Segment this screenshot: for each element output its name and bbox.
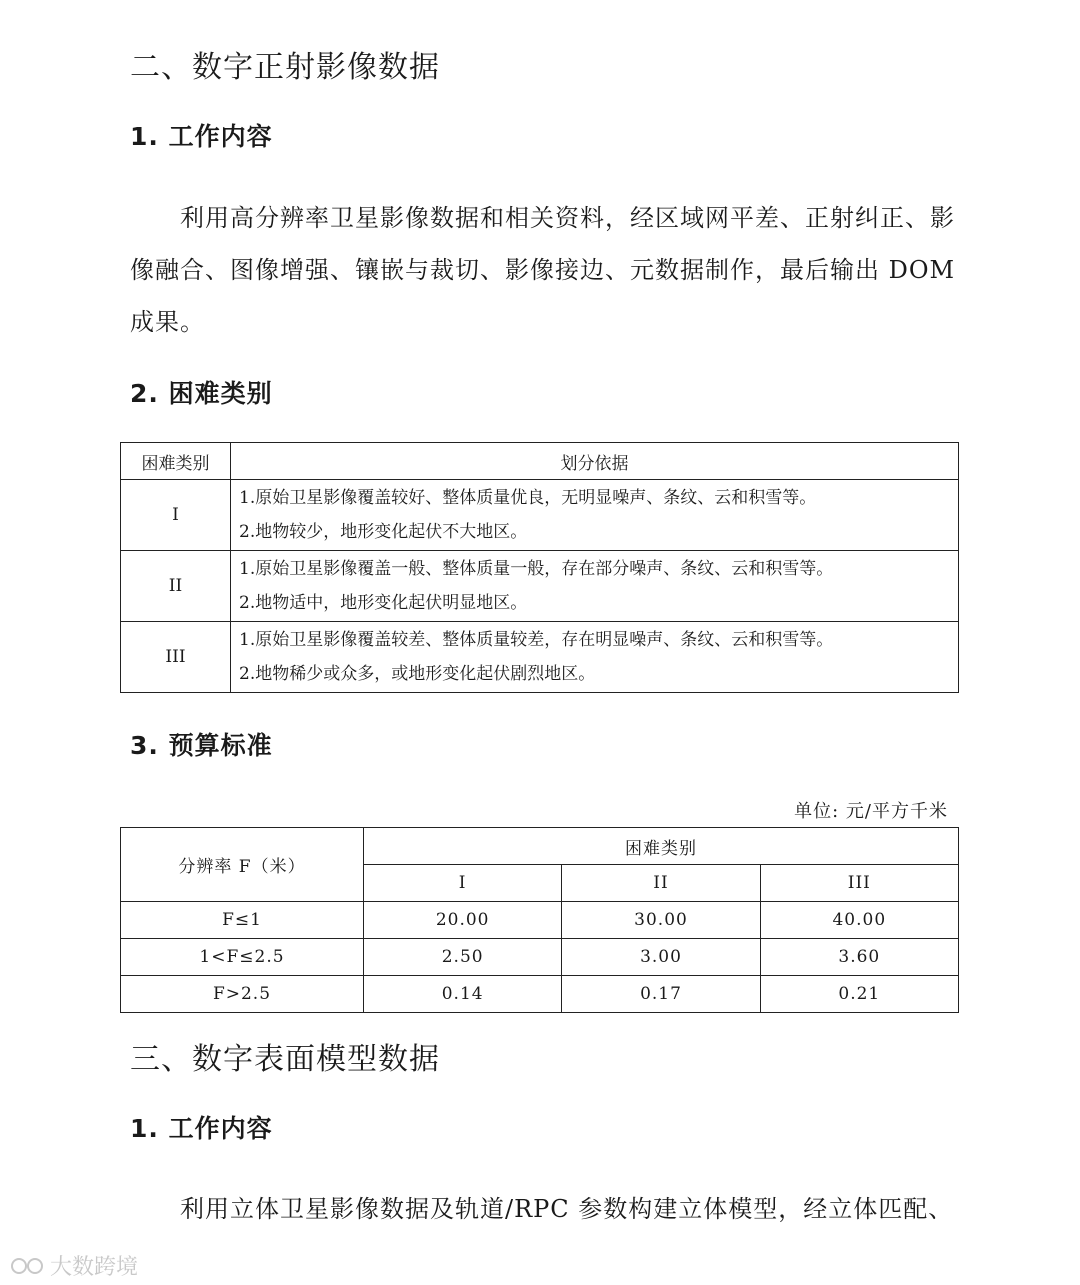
difficulty-table: [120, 442, 959, 693]
difficulty-group-header: 困难类别: [364, 828, 959, 865]
price-cell: 3.00: [562, 939, 760, 976]
price-cell: 40.00: [760, 902, 958, 939]
work-content-paragraph-2: 利用立体卫星影像数据及轨道/RPC 参数构建立体模型，经立体匹配、: [180, 1195, 954, 1223]
column-header: III: [760, 865, 958, 902]
category-cell: II: [121, 551, 231, 622]
table-row: [121, 939, 959, 976]
price-cell: 20.00: [364, 902, 562, 939]
watermark-logo-icon: [10, 1255, 46, 1277]
difficulty-heading: 2. 困难类别: [130, 379, 273, 408]
price-cell: 30.00: [562, 902, 760, 939]
row-label: 1<F≤2.5: [121, 939, 364, 976]
section-2-title: 二、数字正射影像数据: [130, 50, 440, 85]
basis-line: 1.原始卫星影像覆盖较差、整体质量较差，存在明显噪声、条纹、云和积雪等。: [239, 630, 834, 650]
basis-line: 2.地物适中，地形变化起伏明显地区。: [239, 593, 528, 613]
work-content-paragraph: 利用高分辨率卫星影像数据和相关资料，经区域网平差、正射纠正、影像融合、图像增强、镶嵌与裁切、影像接边、元数据制作，最后输出 DOM 成果。: [130, 204, 956, 336]
price-cell: 3.60: [760, 939, 958, 976]
price-cell: 0.17: [562, 976, 760, 1013]
price-cell: 0.21: [760, 976, 958, 1013]
budget-table: [120, 827, 959, 1013]
basis-line: 2.地物较少，地形变化起伏不大地区。: [239, 522, 528, 542]
row-label: F≤1: [121, 902, 364, 939]
unit-label: 单位: 元/平方千米: [794, 801, 948, 822]
table-row: [121, 902, 959, 939]
work-content-heading-2: 1. 工作内容: [130, 1114, 273, 1143]
basis-line: 1.原始卫星影像覆盖较好、整体质量优良，无明显噪声、条纹、云和积雪等。: [239, 488, 817, 508]
resolution-header: 分辨率 F（米）: [121, 828, 364, 902]
table-row: [121, 480, 959, 551]
table-row: [121, 622, 959, 693]
table-row: [121, 551, 959, 622]
watermark: [10, 1250, 138, 1281]
watermark-text: 大数跨境: [50, 1255, 139, 1280]
column-header: I: [364, 865, 562, 902]
table-header: 划分依据: [231, 443, 959, 480]
basis-line: 2.地物稀少或众多，或地形变化起伏剧烈地区。: [239, 664, 596, 684]
category-cell: I: [121, 480, 231, 551]
section-3-title: 三、数字表面模型数据: [130, 1042, 440, 1077]
basis-line: 1.原始卫星影像覆盖一般、整体质量一般，存在部分噪声、条纹、云和积雪等。: [239, 559, 834, 579]
price-cell: 2.50: [364, 939, 562, 976]
work-content-heading: 1. 工作内容: [130, 122, 273, 151]
column-header: II: [562, 865, 760, 902]
budget-heading: 3. 预算标准: [130, 731, 273, 760]
price-cell: 0.14: [364, 976, 562, 1013]
row-label: F>2.5: [121, 976, 364, 1013]
category-cell: III: [121, 622, 231, 693]
table-row: [121, 976, 959, 1013]
table-header: 困难类别: [121, 443, 231, 480]
